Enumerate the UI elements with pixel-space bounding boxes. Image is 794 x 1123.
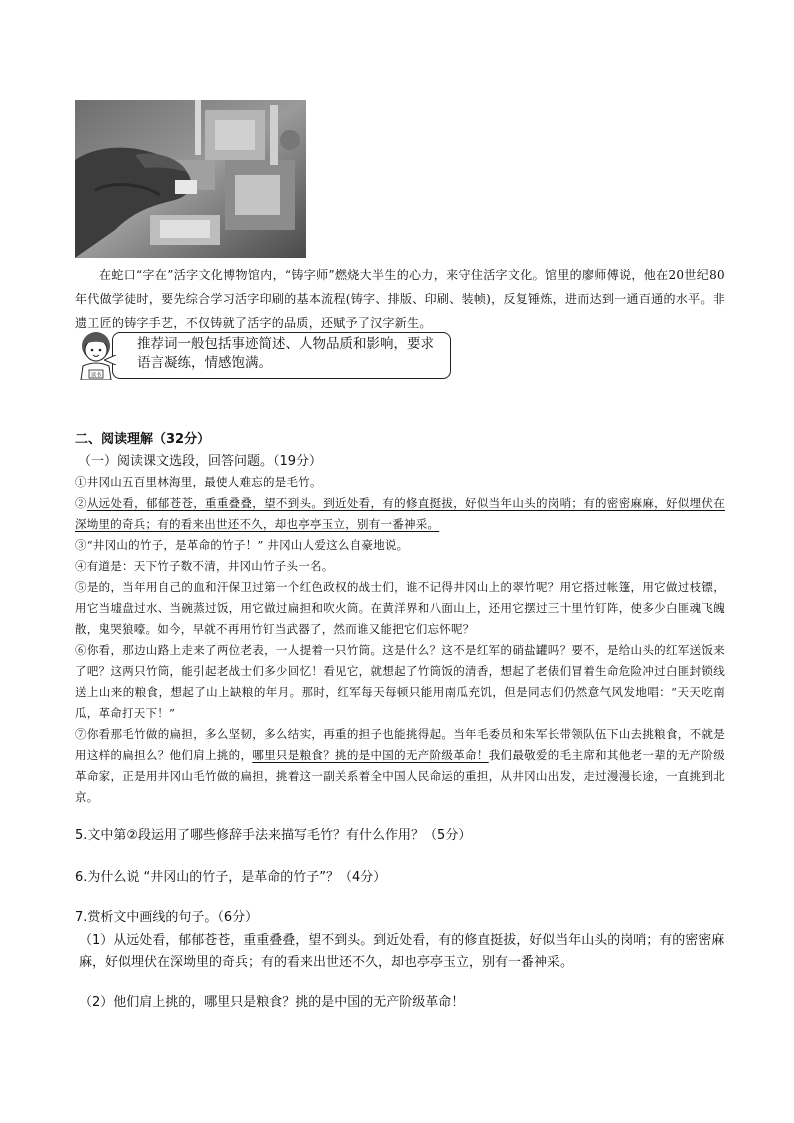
passage-paragraph-6: ⑥你看，那边山路上走来了两位老表，一人提着一只竹筒。这是什么？这不是红军的硝盐罐吗？要不，是给山头的红军送饭来了吧？这两只竹筒，能引起老战士们多少回忆！看见它，就想起了竹筒饭的清香，想起了老俵们冒着生命危险冲过白匪封锁线送上山来的粮食，想起了山上缺粮的年月。那时，红军每天每顿只能用南瓜充饥，但是同志们仍然意气风发地唱：“天天吃南瓜，革命打天下！” <box>75 643 725 720</box>
passage-paragraph-4: ④有道是：天下竹子数不清，井冈山竹子头一名。 <box>75 559 334 573</box>
printing-press-photo <box>75 100 306 258</box>
paragraph-number: ② <box>75 496 87 510</box>
underlined-sentence-2: 哪里只是粮食？挑的是中国的无产阶级革命！ <box>252 748 489 762</box>
passage-paragraph-5: ⑤是的，当年用自己的血和汗保卫过第一个红色政权的战士们，谁不记得井冈山上的翠竹呢？用它搭过帐篷，用它做过枝镖，用它当墟盘过水、当碗蒸过饭，用它做过扁担和吹火筒。在黄洋界和八面山上，还用它摆过三十里竹钉阵，使多少白匪魂飞魄散，鬼哭狼嚎。如今，早就不再用竹钉当武器了，然而谁又能把它们忘怀呢？ <box>75 580 725 636</box>
section-title: 二、阅读理解（32分） <box>75 432 211 447</box>
paragraph-7-part-1: ⑦你看那毛竹做的扁担，多么坚韧，多么结实，再重的担子也能挑得起。当年毛委员和朱军长带领队伍下山去挑粮食，不就是用这样的扁担么？他们肩上挑的， <box>75 727 725 762</box>
tip-text: 推荐词一般包括事迹简述、人物品质和影响，要求语言凝练，情感饱满。 <box>137 336 434 371</box>
subsection-title: （一）阅读课文选段，回答问题。（19分） <box>78 454 323 469</box>
passage-paragraph-1: ①井冈山五百里林海里，最使人难忘的是毛竹。 <box>75 475 322 489</box>
passage-paragraph-7 <box>75 724 725 808</box>
underlined-sentence-1: 从远处看，郁郁苍苍，重重叠叠，望不到头。到近处看，有的修直挺拔，好似当年山头的岗哨；有的密密麻麻，好似埋伏在深坳里的奇兵；有的看来出世还不久，却也亭亭玉立，别有一番神采。 <box>75 496 726 531</box>
passage-paragraph-2 <box>75 493 725 535</box>
reading-passage <box>75 472 725 808</box>
question-7-sub-1: （1）从远处看，郁郁苍苍，重重叠叠，望不到头。到近处看，有的修直挺拔，好似当年山头的岗哨；有的密密麻麻，好似埋伏在深坳里的奇兵；有的看来出世还不久，却也亭亭玉立，别有一番神采。 <box>79 933 725 970</box>
paragraph-7-part-2: 我们最敬爱的毛主席和其他老一辈的无产阶级革命家，正是用井冈山毛竹做的扁担，挑着这一副关系着全中国人民命运的重担，从井冈山出发，走过漫漫长途，一直挑到北京。 <box>75 748 726 804</box>
question-7: 7.赏析文中画线的句子。（6分） <box>75 910 259 925</box>
question-7-sub-2: （2）他们肩上挑的，哪里只是粮食？挑的是中国的无产阶级革命！ <box>79 995 465 1010</box>
passage-paragraph-3: ③“井冈山的竹子，是革命的竹子！” 井冈山人爱这么自豪地说。 <box>75 538 409 552</box>
question-5: 5.文中第②段运用了哪些修辞手法来描写毛竹？有什么作用？（5分） <box>75 828 472 843</box>
speech-bubble-tail <box>104 355 116 365</box>
svg-text:读书: 读书 <box>90 372 102 379</box>
question-6: 6.为什么说 “井冈山的竹子，是革命的竹子”？（4分） <box>75 870 387 885</box>
intro-paragraph: 在蛇口“字在”活字文化博物馆内，“铸字师”燃烧大半生的心力，来守住活字文化。馆里的廖师傅说，他在20世纪80年代做学徒时，要先综合学习活字印刷的基本流程(铸字、排版、印刷、装帧)，反复锤炼，进而达到一通百通的水平。非遗工匠的铸字手艺，不仅铸就了活字的品质，还赋予了汉字新生。 <box>75 268 725 330</box>
